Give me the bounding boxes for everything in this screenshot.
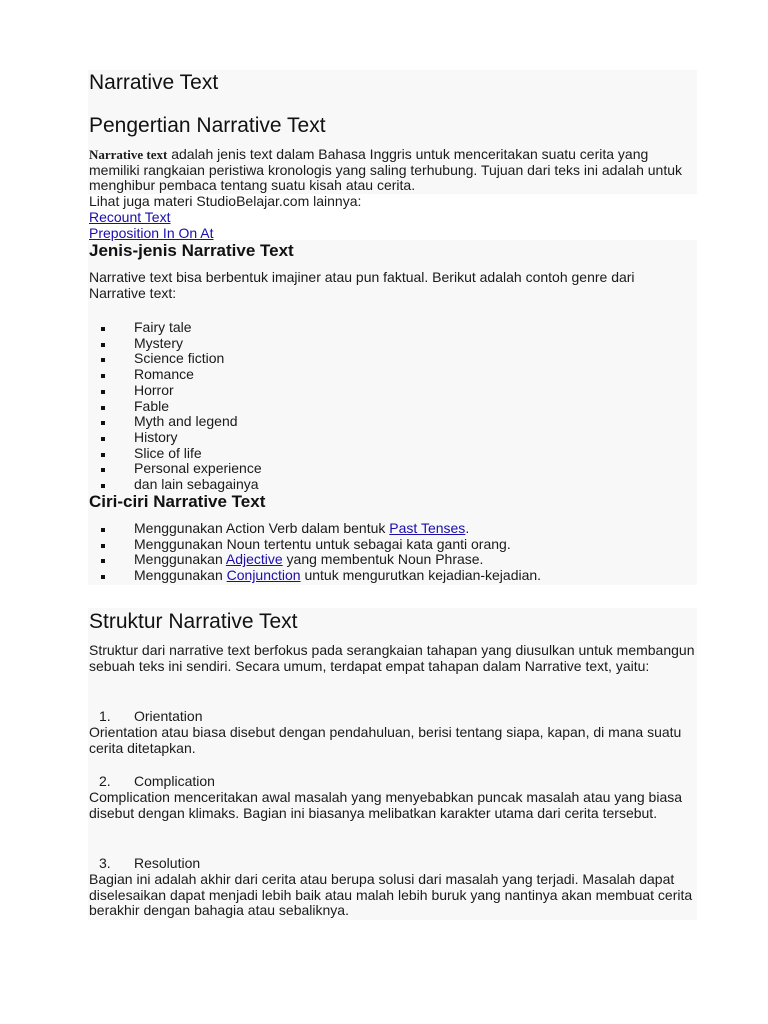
struktur-intro: Struktur dari narrative text berfokus pada serangkaian tahapan yang diusulkan untuk membangun sebuah teks ini sendiri. Secara umum, terdapat empat tahapan dalam Narrative text, yaitu: <box>89 642 695 674</box>
list-item: Science fiction <box>89 351 262 367</box>
list-item <box>89 568 541 584</box>
jenis-list <box>89 320 262 493</box>
pengertian-text: adalah jenis text dalam Bahasa Inggris untuk menceritakan suatu cerita yang memiliki rangkaian peristiwa kronologis yang saling terhubung. Tujuan dari teks ini adalah untuk menghibur pembaca tentang suatu kisah atau cerita. <box>89 146 683 194</box>
step-3-desc: Bagian ini adalah akhir dari cerita atau berupa solusi dari masalah yang terjadi. Masalah dapat diselesaikan dapat menjadi lebih baik atau malah lebih buruk yang nantinya akan membuat cerita berakhir dengan bahagia atau sebaliknya. <box>89 871 693 919</box>
ciri-text: Menggunakan Action Verb dalam bentuk <box>134 520 390 536</box>
step-2-desc: Complication menceritakan awal masalah yang menyebabkan puncak masalah atau yang biasa disebut dengan klimaks. Bagian ini biasanya melibatkan karakter utama dari cerita tersebut. <box>89 789 683 821</box>
list-item <box>89 521 541 537</box>
step-name: Orientation <box>134 708 203 724</box>
pengertian-heading: Pengertian Narrative Text <box>89 114 326 137</box>
list-item: Mystery <box>89 336 262 352</box>
ciri-text: Menggunakan <box>134 551 226 568</box>
step-name: Resolution <box>134 855 201 871</box>
step-1-desc: Orientation atau biasa disebut dengan pendahuluan, berisi tentang siapa, kapan, di mana suatu cerita ditetapkan. <box>89 724 682 756</box>
list-item: Personal experience <box>89 461 262 477</box>
jenis-intro: Narrative text bisa berbentuk imajiner atau pun faktual. Berikut adalah contoh genre dari Narrative text: <box>89 269 635 301</box>
preposition-link[interactable]: Preposition In On At <box>89 225 214 241</box>
ciri-text: Menggunakan Noun tertentu untuk sebagai kata ganti orang. <box>134 535 511 552</box>
ciri-text: . <box>465 520 470 536</box>
list-item: History <box>89 430 262 446</box>
list-item <box>89 537 541 553</box>
pengertian-term: Narrative text <box>89 147 168 162</box>
list-item: Slice of life <box>89 446 262 462</box>
ciri-text: untuk mengurutkan kejadian-kejadian. <box>300 567 542 584</box>
page-title: Narrative Text <box>89 71 219 94</box>
step-number: 3. <box>99 855 111 871</box>
pengertian-paragraph <box>89 147 695 194</box>
list-item: Horror <box>89 383 262 399</box>
adjective-link[interactable]: Adjective <box>225 551 283 568</box>
struktur-heading: Struktur Narrative Text <box>89 610 298 633</box>
list-item: dan lain sebagainya <box>89 477 262 493</box>
jenis-heading: Jenis-jenis Narrative Text <box>89 241 294 260</box>
step-1-title <box>89 709 202 725</box>
list-item: Fairy tale <box>89 320 262 336</box>
step-number: 2. <box>99 773 111 789</box>
ciri-text: yang membentuk Noun Phrase. <box>282 551 484 568</box>
step-number: 1. <box>99 708 111 724</box>
step-name: Complication <box>134 773 215 789</box>
ciri-list <box>89 521 541 584</box>
conjunction-link[interactable]: Conjunction <box>226 567 301 584</box>
step-3-title <box>89 856 200 872</box>
list-item: Romance <box>89 367 262 383</box>
step-2-title <box>89 774 215 790</box>
see-also-label: Lihat juga materi StudioBelajar.com lainnya: <box>89 193 362 209</box>
ciri-heading: Ciri-ciri Narrative Text <box>89 492 266 511</box>
list-item: Myth and legend <box>89 414 262 430</box>
past-tenses-link[interactable]: Past Tenses <box>389 520 466 536</box>
recount-text-link[interactable]: Recount Text <box>89 209 171 225</box>
ciri-text: Menggunakan <box>134 567 227 584</box>
see-also-link-row-2 <box>89 226 214 242</box>
list-item: Fable <box>89 399 262 415</box>
list-item <box>89 552 541 568</box>
see-also-link-row-1 <box>89 210 170 226</box>
